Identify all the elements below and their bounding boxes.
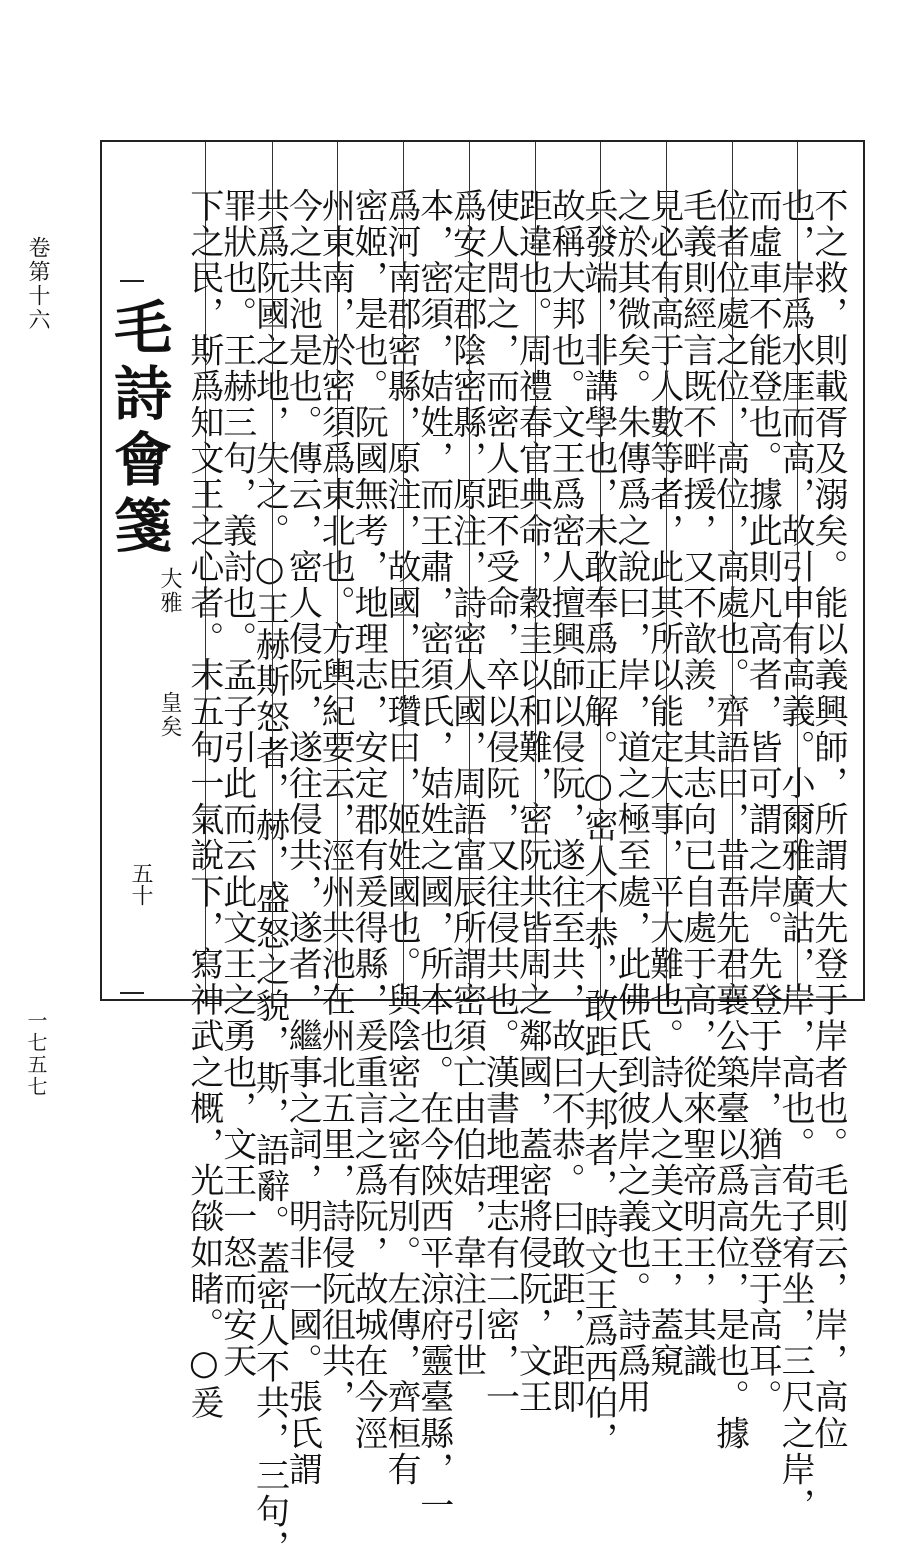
- text-column: 兵發端，非講學也，未敢奉爲正解。○密人不恭，敢距大邦者，時文王爲西伯，: [578, 188, 619, 1458]
- text-column: 密姬，是也。阮國無考，地理志，安定郡有爰得縣，爰重言之爲阮，故城在今涇: [348, 188, 389, 1452]
- column-divider: [535, 142, 536, 999]
- text-column: 州東南，於密須爲東北也。方輿紀要云，涇州共池在州北五里，詩侵阮徂共，: [315, 188, 356, 1416]
- text-column: 之於其微矣。朱傳爲之說曰，岸，道之極至處，此佛氏到彼岸之義也。詩爲用: [610, 188, 651, 1416]
- column-divider: [272, 142, 273, 999]
- text-column: 本，密須，姞姓，而王肅，密須氏，姞姓之國，所本也。在今陝西平涼府靈臺縣，一: [413, 188, 454, 1524]
- text-column: 毛義則經言既不畔援，又不歆羨，其志向已自處于高，從來聖帝明王，其識: [676, 188, 717, 1380]
- text-column: 也，岸爲水厓而高，故引申有高義。小爾雅廣詁，岸，高也。荀子宥坐，三尺之岸，: [775, 188, 816, 1524]
- text-column: 使人問之，而密人距不受命，卒以侵阮，又往侵共也。漢書地理志有二密，一: [479, 188, 520, 1416]
- column-divider: [403, 142, 404, 999]
- text-column: 下之民，斯爲知文王之心者。末五句一氣說下，寫神武之概，光燄如睹。○爰: [183, 188, 224, 1422]
- text-column: 共爲阮國之地，失之。○王赫斯怒者，赫，盛怒之貌，斯，語辭。蓋密人不共，三句，: [249, 188, 290, 1566]
- text-column: 爲安定郡陰密縣，原注，詩密人國，周語富辰所謂密須亡由伯姞，韋注引世: [446, 188, 487, 1380]
- text-column: 不之救，則載胥及溺矣。能以義興師，所謂大先登于岸者也。毛則云，岸，高位: [807, 188, 848, 1452]
- text-frame: [100, 140, 865, 1566]
- text-column: 位者位處之位，高位，高處也。齊語曰，昔吾先君襄公築臺以爲高位，是也。據: [709, 188, 750, 1452]
- column-divider: [732, 142, 733, 999]
- text-column: 罪狀也。王赫三句，義討也。孟子引此而云此文王之勇也，文王一怒而安天: [216, 188, 257, 1380]
- column-divider: [797, 142, 798, 999]
- text-column: 故稱大邦也。文王爲密人擅興師以侵阮，遂往至共，故曰不恭。曰敢距，距即: [545, 188, 586, 1416]
- column-divider: [666, 142, 667, 999]
- book-title: 毛詩會箋: [104, 297, 172, 561]
- text-column: 距違也。周禮春官典命，穀圭以和難，密阮共皆周之鄰國，蓋密將侵阮，文王: [512, 188, 553, 1416]
- chapter-section: 大雅: [157, 567, 182, 615]
- column-divider: [469, 142, 470, 999]
- text-column: 而虛車不能登也。據此則凡高者，皆可謂之岸。先登于岸，猶言先登于高耳。: [742, 188, 783, 1416]
- text-column: 今之共池是也。傳云，密人侵阮，遂往侵共，遂者，繼事之詞，明非一國。張氏謂: [282, 188, 323, 1488]
- text-column: 見必有高于人數等者，此其所以能定大事，平大難也。詩人之美文王，蓋窺: [643, 188, 684, 1380]
- margin-page-number: 一七五七: [24, 1010, 48, 1098]
- chapter-poem: 皇矣: [157, 691, 182, 739]
- column-divider: [600, 142, 601, 999]
- spine-top-rule: [120, 280, 144, 282]
- text-column: 爲河南郡密縣，原注，故國，臣瓚曰，姬姓國也。與陰密之密有別。左傳，齊桓有: [380, 188, 421, 1488]
- folio-number: 五十: [128, 862, 153, 906]
- column-divider: [337, 142, 338, 999]
- margin-volume-label: 卷第十六: [25, 236, 50, 332]
- spine-bottom-rule: [120, 992, 144, 994]
